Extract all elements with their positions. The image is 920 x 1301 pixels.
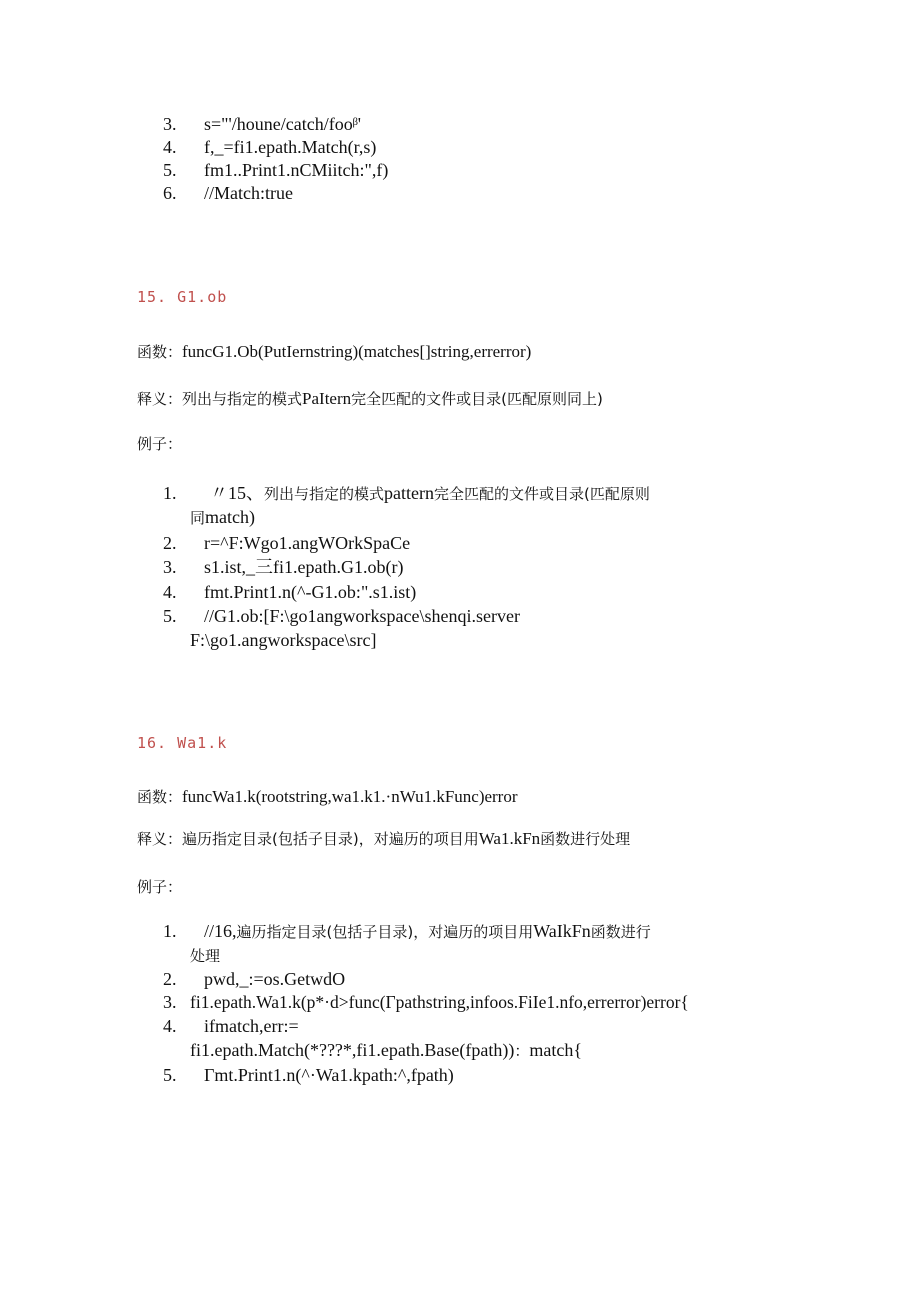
code-text: //16, xyxy=(204,921,237,941)
code-line xyxy=(210,482,650,505)
func-text: funcG1.Ob(PutIernstring)(matches[]string,errerror) xyxy=(182,342,532,361)
desc-text: 函数进行处理 xyxy=(540,830,631,848)
list-number: 4. xyxy=(163,137,177,157)
code-text: WaIkFn xyxy=(533,921,591,941)
code-line: 处理 xyxy=(190,947,221,965)
desc-text: 遍历指定目录(包括子目录)，对遍历的项目用 xyxy=(182,830,479,848)
list-number: 6. xyxy=(163,183,177,203)
example-label xyxy=(137,433,182,455)
code-line: ifmatch,err:= xyxy=(204,1016,299,1036)
code-text: 〃15、 xyxy=(210,483,264,503)
code-line: pwd,_:=os.GetwdO xyxy=(204,969,346,989)
list-number: 5. xyxy=(163,160,177,180)
code-line: r=^F:Wgo1.angWOrkSpaCe xyxy=(204,533,411,553)
code-line: fm1..Print1.nCMiitch:",f) xyxy=(204,160,389,180)
desc-label: 释义： xyxy=(137,830,183,848)
list-number: 4. xyxy=(163,582,177,602)
code-line: s1.ist,_三fi1.epath.G1.ob(r) xyxy=(204,557,404,577)
code-text: fi1.epath.Match(*???*,fi1.epath.Base(fpath)) xyxy=(190,1040,515,1060)
list-number: 3. xyxy=(163,557,177,577)
description xyxy=(137,828,630,850)
code-text: pattern xyxy=(384,483,434,503)
code-line: F:\go1.angworkspace\src] xyxy=(190,630,377,650)
code-line: f,_=fi1.epath.Match(r,s) xyxy=(204,137,377,157)
code-line: Γmt.Print1.n(^·Wa1.kpath:^,fpath) xyxy=(204,1065,454,1085)
func-text: funcWa1.k(rootstring,wa1.k1.·nWu1.kFunc)error xyxy=(182,787,518,806)
list-number: 1. xyxy=(163,483,177,503)
code-line: //G1.ob:[F:\go1angworkspace\shenqi.server xyxy=(204,606,520,626)
list-number: 1. xyxy=(163,921,177,941)
section-heading-walk: 16. Wa1.k xyxy=(137,734,228,752)
code-text: 函数进行 xyxy=(590,923,651,941)
desc-text: 完全匹配的文件或目录(匹配原则同上) xyxy=(351,390,603,408)
code-text: ： xyxy=(514,1042,530,1060)
list-number: 5. xyxy=(163,606,177,626)
description xyxy=(137,388,603,410)
func-label: 函数： xyxy=(137,343,183,361)
list-number: 3. xyxy=(163,992,177,1012)
function-signature xyxy=(137,341,531,363)
example-label-text: 例子： xyxy=(137,878,183,896)
code-text: 列出与指定的模式 xyxy=(264,485,385,503)
list-number: 5. xyxy=(163,1065,177,1085)
code-line xyxy=(190,1039,582,1062)
example-label xyxy=(137,876,182,898)
function-signature xyxy=(137,786,518,808)
code-text: 遍历指定目录(包括子目录)，对遍历的项目用 xyxy=(236,923,534,941)
code-line xyxy=(190,506,255,529)
code-line xyxy=(204,920,651,943)
list-number: 4. xyxy=(163,1016,177,1036)
code-text: 完全匹配的文件或目录(匹配原则 xyxy=(434,485,650,503)
func-label: 函数： xyxy=(137,788,183,806)
code-text: 同 xyxy=(190,509,206,527)
code-line: s="'/houne/catch/fooᵝ' xyxy=(204,114,362,134)
code-line: fmt.Print1.n(^-G1.ob:".s1.ist) xyxy=(204,582,417,602)
code-text: match) xyxy=(205,507,255,527)
desc-text-latin: PaItern xyxy=(302,389,352,408)
code-line: fi1.epath.Wa1.k(p*·d>func(Γpathstring,infoos.FiIe1.nfo,errerror)error{ xyxy=(190,992,689,1012)
desc-text: 列出与指定的模式 xyxy=(182,390,303,408)
list-number: 2. xyxy=(163,533,177,553)
desc-label: 释义： xyxy=(137,390,183,408)
code-line: //Match:true xyxy=(204,183,293,203)
example-label-text: 例子： xyxy=(137,435,183,453)
section-heading-glob: 15. G1.ob xyxy=(137,288,228,306)
list-number: 3. xyxy=(163,114,177,134)
list-number: 2. xyxy=(163,969,177,989)
desc-text-latin: Wa1.kFn xyxy=(478,829,541,848)
code-text: match{ xyxy=(529,1040,582,1060)
